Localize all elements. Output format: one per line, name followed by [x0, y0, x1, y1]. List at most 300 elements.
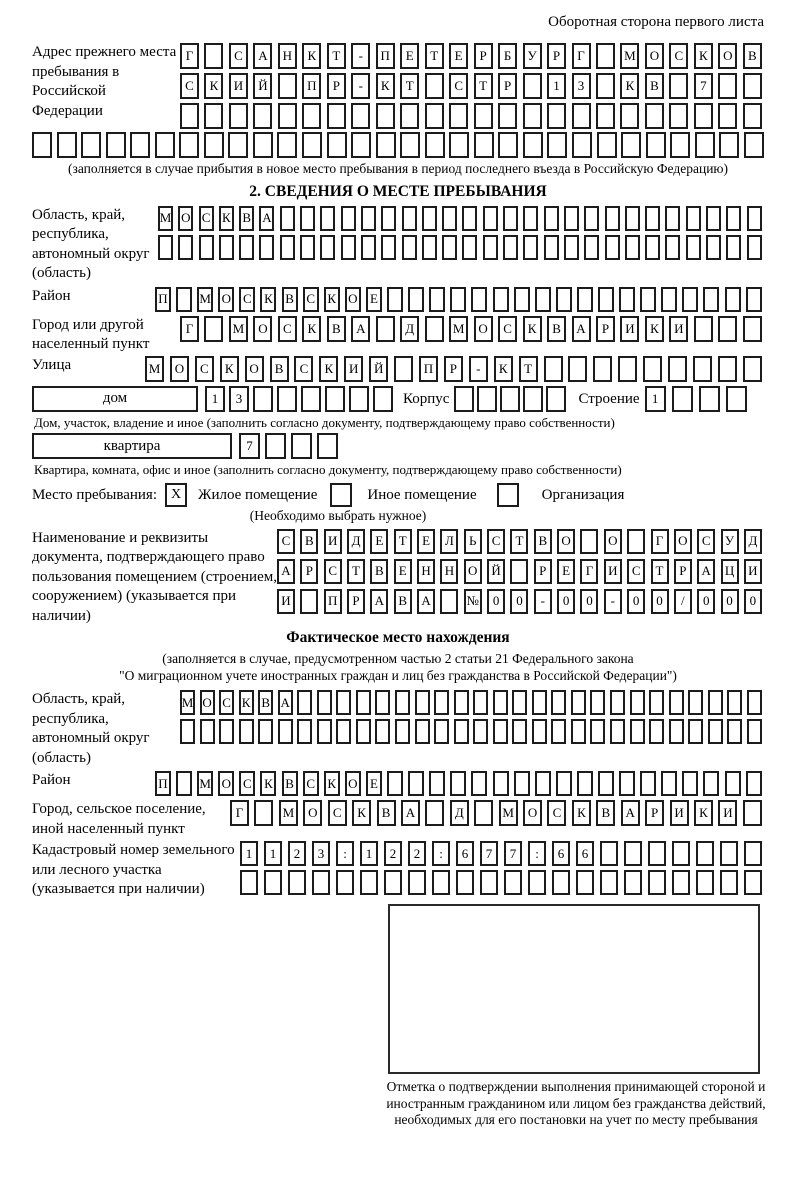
form-cell	[253, 103, 272, 129]
city-block	[32, 316, 764, 355]
form-cell: Д	[347, 529, 365, 554]
form-cell	[725, 287, 741, 312]
actual-region-label: Область, край, республика, автономный округ (область)	[32, 691, 150, 766]
form-cell: С	[487, 529, 505, 554]
form-cell	[682, 771, 698, 796]
form-cell	[480, 870, 498, 895]
form-cell	[576, 870, 594, 895]
form-cell	[720, 870, 738, 895]
form-cell: И	[324, 529, 342, 554]
form-cell: В	[327, 316, 346, 342]
form-cell	[200, 719, 215, 744]
form-cell	[179, 132, 199, 158]
form-cell	[258, 719, 273, 744]
form-cell	[696, 870, 714, 895]
form-cell	[743, 316, 762, 342]
form-cell	[645, 206, 660, 231]
form-cell: 1	[645, 386, 666, 412]
form-cell: Т	[651, 559, 669, 584]
form-cell	[400, 103, 419, 129]
form-cell: О	[604, 529, 622, 554]
form-cell: О	[303, 800, 322, 826]
form-cell	[425, 800, 444, 826]
form-cell	[695, 132, 715, 158]
form-cell: Т	[425, 43, 444, 69]
form-cell: К	[260, 287, 276, 312]
form-cell	[422, 206, 437, 231]
house-line	[32, 386, 764, 412]
form-cell: О	[218, 771, 234, 796]
form-cell: К	[260, 771, 276, 796]
form-cell	[500, 386, 520, 412]
apartment-line	[32, 433, 764, 459]
form-cell	[620, 103, 639, 129]
form-cell	[605, 206, 620, 231]
form-cell: О	[645, 43, 664, 69]
house-grid	[205, 386, 393, 412]
form-cell	[408, 771, 424, 796]
street-label: Улица	[32, 356, 72, 373]
form-cell: С	[229, 43, 248, 69]
form-cell	[341, 235, 356, 260]
form-cell	[532, 690, 547, 715]
form-cell	[504, 870, 522, 895]
form-cell: К	[352, 800, 371, 826]
form-cell: 1	[205, 386, 225, 412]
form-cell	[130, 132, 150, 158]
form-cell	[746, 287, 762, 312]
district-label: Район	[32, 287, 71, 304]
form-cell: О	[170, 356, 189, 382]
region-block	[32, 206, 764, 284]
form-cell: С	[294, 356, 313, 382]
form-cell: Г	[572, 43, 591, 69]
form-cell: 6	[576, 841, 594, 866]
form-cell	[288, 870, 306, 895]
form-cell	[590, 690, 605, 715]
stay-option-organization-checkbox	[497, 483, 519, 507]
form-cell: И	[277, 589, 295, 614]
form-cell: Р	[474, 43, 493, 69]
form-cell: Е	[366, 287, 382, 312]
form-cell: О	[523, 800, 542, 826]
form-cell: С	[669, 43, 688, 69]
form-cell: К	[494, 356, 513, 382]
form-cell	[474, 800, 493, 826]
form-cell	[297, 690, 312, 715]
form-cell	[551, 690, 566, 715]
form-cell: 1	[240, 841, 258, 866]
form-cell: К	[204, 73, 223, 99]
form-cell	[376, 316, 395, 342]
form-cell: -	[351, 43, 370, 69]
form-cell: Е	[400, 43, 419, 69]
stay-type-line	[32, 483, 764, 507]
prev-address-grid-row-3	[180, 103, 762, 129]
form-cell	[180, 103, 199, 129]
region-grid-row-1	[158, 206, 762, 231]
form-cell	[514, 771, 530, 796]
form-cell	[743, 800, 762, 826]
form-cell	[640, 287, 656, 312]
street-block	[32, 356, 764, 382]
actual-city-label: Город, сельское поселение, иной населенный пункт	[32, 801, 206, 837]
form-cell	[317, 719, 332, 744]
form-cell	[449, 132, 469, 158]
form-cell	[219, 235, 234, 260]
form-cell	[474, 132, 494, 158]
form-cell: 7	[504, 841, 522, 866]
form-cell	[253, 386, 273, 412]
house-box-label: дом	[32, 386, 198, 412]
form-cell: В	[596, 800, 615, 826]
form-cell	[694, 316, 713, 342]
form-cell: С	[278, 316, 297, 342]
form-cell: 6	[552, 841, 570, 866]
form-cell: С	[328, 800, 347, 826]
form-cell	[341, 206, 356, 231]
region-grid-row-2	[158, 235, 762, 260]
form-cell	[596, 73, 615, 99]
prev-address-extra-row	[32, 132, 764, 158]
form-cell	[434, 690, 449, 715]
form-cell: С	[195, 356, 214, 382]
cadastre-label: Кадастровый номер земельного или лесного участка (указывается при наличии)	[32, 842, 235, 898]
form-cell	[743, 103, 762, 129]
form-cell	[648, 841, 666, 866]
form-cell: 7	[239, 433, 260, 459]
form-cell: 2	[408, 841, 426, 866]
prev-address-grid-row-1	[180, 43, 762, 69]
form-cell	[300, 589, 318, 614]
form-cell	[547, 132, 567, 158]
form-cell	[727, 690, 742, 715]
form-cell	[686, 235, 701, 260]
form-cell	[228, 132, 248, 158]
form-cell: У	[721, 529, 739, 554]
form-cell: Т	[327, 43, 346, 69]
form-cell	[278, 719, 293, 744]
form-cell	[442, 235, 457, 260]
document-grid-row-2	[277, 559, 762, 584]
form-cell: Г	[230, 800, 249, 826]
form-cell	[532, 719, 547, 744]
form-cell	[376, 132, 396, 158]
form-cell: М	[158, 206, 173, 231]
form-cell: Ц	[721, 559, 739, 584]
form-cell: С	[449, 73, 468, 99]
form-cell: Н	[278, 43, 297, 69]
actual-location-note-2: "О миграционном учете иностранных граждан и лиц без гражданства в Российской Федерации")	[119, 668, 677, 684]
form-cell: М	[499, 800, 518, 826]
form-cell	[661, 287, 677, 312]
form-cell: Р	[444, 356, 463, 382]
form-cell	[621, 132, 641, 158]
form-cell	[718, 316, 737, 342]
prev-address-grid-row-2	[180, 73, 762, 99]
form-cell	[474, 103, 493, 129]
form-cell: А	[277, 559, 295, 584]
form-cell	[387, 771, 403, 796]
form-cell: С	[498, 316, 517, 342]
form-cell: К	[572, 800, 591, 826]
form-cell	[462, 206, 477, 231]
form-cell	[176, 771, 192, 796]
form-cell	[593, 356, 612, 382]
form-cell	[726, 235, 741, 260]
form-cell: Р	[534, 559, 552, 584]
form-cell: 7	[480, 841, 498, 866]
form-cell	[432, 870, 450, 895]
form-cell	[624, 870, 642, 895]
form-cell	[351, 132, 371, 158]
form-cell: А	[278, 690, 293, 715]
form-cell	[624, 841, 642, 866]
form-cell: О	[345, 771, 361, 796]
form-cell	[229, 103, 248, 129]
form-cell	[106, 132, 126, 158]
form-cell: О	[557, 529, 575, 554]
stay-option-residential-checkbox: X	[165, 483, 187, 507]
form-cell	[493, 719, 508, 744]
header-note: Оборотная сторона первого листа	[548, 14, 764, 30]
form-cell	[640, 771, 656, 796]
form-cell	[462, 235, 477, 260]
form-cell: О	[218, 287, 234, 312]
form-cell: К	[324, 771, 340, 796]
form-cell	[544, 206, 559, 231]
form-cell	[600, 870, 618, 895]
form-cell	[442, 206, 457, 231]
form-cell	[747, 235, 762, 260]
form-cell	[552, 870, 570, 895]
form-cell	[302, 103, 321, 129]
form-cell: М	[197, 287, 213, 312]
form-cell	[523, 235, 538, 260]
form-cell: А	[351, 316, 370, 342]
actual-city-block	[32, 800, 764, 839]
form-cell	[619, 771, 635, 796]
form-cell	[547, 103, 566, 129]
cadastre-grid-row-2	[240, 870, 762, 895]
apartment-box-label: квартира	[32, 433, 232, 459]
form-cell	[375, 690, 390, 715]
form-cell: М	[449, 316, 468, 342]
form-cell	[297, 719, 312, 744]
form-cell	[688, 719, 703, 744]
form-cell: Б	[498, 43, 517, 69]
form-cell: С	[697, 529, 715, 554]
form-cell	[649, 690, 664, 715]
form-cell: Е	[370, 529, 388, 554]
stay-type-label: Место пребывания:	[32, 487, 157, 504]
form-cell	[400, 132, 420, 158]
form-cell	[669, 103, 688, 129]
form-cell	[544, 356, 563, 382]
form-cell	[598, 771, 614, 796]
form-cell: О	[245, 356, 264, 382]
form-cell	[456, 870, 474, 895]
form-cell	[747, 719, 762, 744]
form-cell	[725, 771, 741, 796]
form-cell: К	[376, 73, 395, 99]
form-cell	[265, 433, 286, 459]
form-cell	[450, 287, 466, 312]
form-cell: -	[469, 356, 488, 382]
form-cell	[649, 719, 664, 744]
form-cell	[199, 235, 214, 260]
form-cell: 7	[694, 73, 713, 99]
form-cell	[535, 771, 551, 796]
form-cell	[610, 690, 625, 715]
section2-title: 2. СВЕДЕНИЯ О МЕСТЕ ПРЕБЫВАНИЯ	[249, 182, 547, 200]
form-cell: А	[370, 589, 388, 614]
form-cell	[239, 235, 254, 260]
form-cell	[672, 870, 690, 895]
form-cell	[577, 771, 593, 796]
form-cell	[627, 529, 645, 554]
form-cell	[668, 356, 687, 382]
form-cell	[743, 73, 762, 99]
form-cell: С	[180, 73, 199, 99]
form-cell	[630, 690, 645, 715]
form-cell: Р	[327, 73, 346, 99]
form-cell: М	[229, 316, 248, 342]
prev-address-label: Адрес прежнего места пребывания в Российской Федерации	[32, 44, 177, 119]
form-cell	[546, 386, 566, 412]
form-cell	[493, 287, 509, 312]
form-cell	[645, 235, 660, 260]
district-block	[32, 287, 764, 312]
form-cell	[57, 132, 77, 158]
form-cell	[571, 719, 586, 744]
form-cell	[454, 386, 474, 412]
form-cell	[523, 73, 542, 99]
form-cell	[356, 690, 371, 715]
form-cell	[577, 287, 593, 312]
form-cell	[688, 690, 703, 715]
form-cell	[544, 235, 559, 260]
form-cell: О	[345, 287, 361, 312]
form-cell	[590, 719, 605, 744]
form-cell	[747, 206, 762, 231]
form-cell	[336, 719, 351, 744]
form-cell	[510, 559, 528, 584]
form-cell	[376, 103, 395, 129]
form-cell: И	[669, 316, 688, 342]
form-cell	[498, 132, 518, 158]
form-cell	[523, 132, 543, 158]
form-cell	[349, 386, 369, 412]
form-cell: С	[219, 690, 234, 715]
form-cell: Т	[510, 529, 528, 554]
form-cell	[302, 132, 322, 158]
form-cell: О	[178, 206, 193, 231]
document-block	[32, 529, 764, 627]
form-cell: 0	[744, 589, 762, 614]
form-cell	[361, 235, 376, 260]
form-cell	[253, 132, 273, 158]
form-cell: В	[239, 206, 254, 231]
form-cell: Р	[498, 73, 517, 99]
actual-city-grid	[230, 800, 762, 826]
form-cell	[718, 73, 737, 99]
form-cell	[726, 386, 747, 412]
form-cell: :	[336, 841, 354, 866]
form-cell	[556, 771, 572, 796]
form-cell	[415, 719, 430, 744]
form-cell	[471, 771, 487, 796]
form-cell	[493, 771, 509, 796]
actual-district-block	[32, 771, 764, 796]
form-cell: С	[303, 771, 319, 796]
form-cell	[361, 206, 376, 231]
form-cell	[568, 356, 587, 382]
form-cell	[449, 103, 468, 129]
stamp-caption: Отметка о подтверждении выполнения принимающей стороной и иностранным гражданином или лицом без гражданства действий, необходимых для его постановки на учет по месту пребывания	[386, 1078, 766, 1128]
form-cell: П	[302, 73, 321, 99]
form-cell: К	[694, 800, 713, 826]
form-cell	[747, 690, 762, 715]
form-cell: Т	[347, 559, 365, 584]
form-cell	[665, 206, 680, 231]
form-cell: 2	[288, 841, 306, 866]
form-cell	[264, 870, 282, 895]
form-cell	[708, 719, 723, 744]
form-cell	[473, 690, 488, 715]
form-cell: К	[324, 287, 340, 312]
form-cell: К	[239, 690, 254, 715]
form-cell	[254, 800, 273, 826]
form-cell: Д	[744, 529, 762, 554]
form-cell: -	[351, 73, 370, 99]
form-cell	[661, 771, 677, 796]
form-cell: О	[474, 316, 493, 342]
form-cell	[440, 589, 458, 614]
form-cell: Г	[651, 529, 669, 554]
form-cell	[373, 386, 393, 412]
form-cell: О	[200, 690, 215, 715]
cadastre-grid-row-1	[240, 841, 762, 866]
form-cell	[694, 103, 713, 129]
form-cell	[483, 235, 498, 260]
form-cell: И	[344, 356, 363, 382]
region-label: Область, край, республика, автономный округ (область)	[32, 206, 150, 282]
form-cell	[317, 433, 338, 459]
street-grid	[145, 356, 762, 382]
stay-option-other-checkbox	[330, 483, 352, 507]
actual-location-note-1: (заполняется в случае, предусмотренном частью 2 статьи 21 Федерального закона	[162, 651, 634, 667]
actual-district-grid	[155, 771, 762, 796]
form-cell	[327, 132, 347, 158]
form-cell	[327, 103, 346, 129]
form-cell	[375, 719, 390, 744]
form-cell: К	[219, 206, 234, 231]
form-cell	[672, 841, 690, 866]
form-cell	[434, 719, 449, 744]
form-cell: №	[464, 589, 482, 614]
form-cell	[425, 103, 444, 129]
stamp-box	[388, 904, 760, 1074]
form-cell: И	[620, 316, 639, 342]
form-cell	[240, 870, 258, 895]
form-cell: С	[547, 800, 566, 826]
form-cell	[429, 287, 445, 312]
form-cell	[600, 841, 618, 866]
form-cell	[387, 287, 403, 312]
actual-region-grid-row-1	[180, 690, 762, 715]
form-cell	[551, 719, 566, 744]
